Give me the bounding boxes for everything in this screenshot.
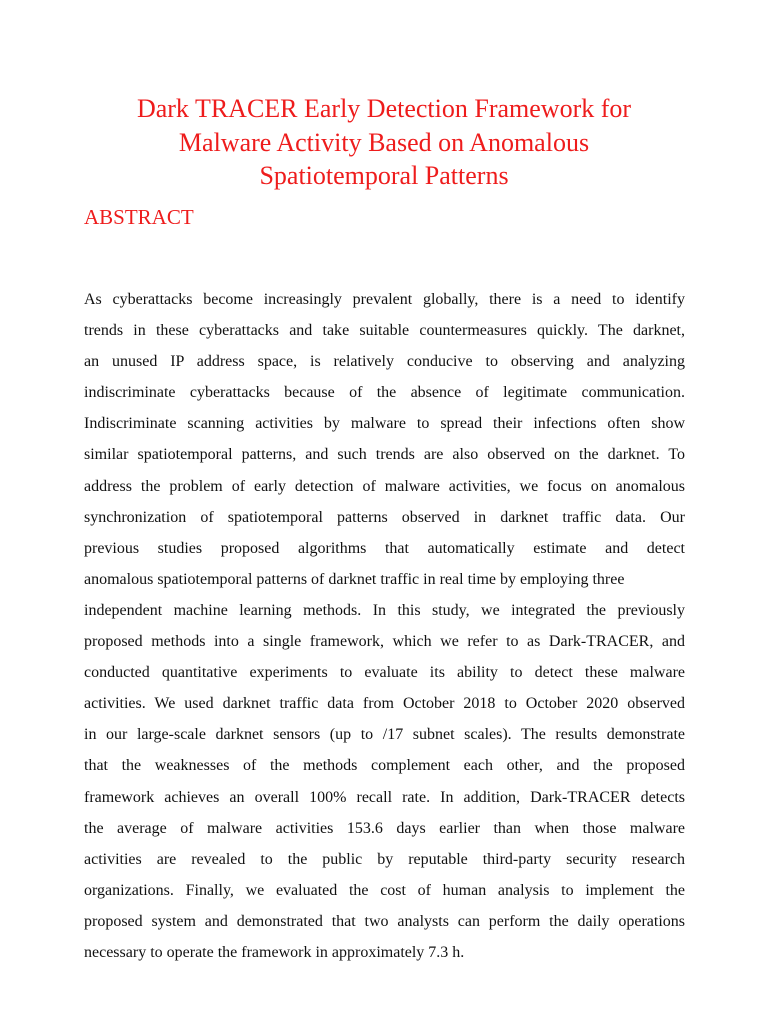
abstract-line: necessary to operate the framework in approximately 7.3 h.	[84, 943, 465, 961]
abstract-line: proposed methods into a single framework, which we refer to as Dark-TRACER, and	[84, 633, 685, 651]
abstract-line: that the weaknesses of the methods complement each other, and the proposed	[84, 757, 685, 775]
abstract-line: As cyberattacks become increasingly prevalent globally, there is a need to identify	[84, 291, 685, 308]
abstract-line: trends in these cyberattacks and take suitable countermeasures quickly. The darknet,	[84, 322, 685, 340]
abstract-line: Indiscriminate scanning activities by malware to spread their infections often show	[84, 415, 685, 433]
title-line-2: Malware Activity Based on Anomalous	[178, 127, 590, 157]
abstract-line: address the problem of early detection of malware activities, we focus on anomalous	[84, 477, 685, 495]
abstract-line: anomalous spatiotemporal patterns of darknet traffic in real time by employing three	[84, 570, 625, 588]
abstract-line: proposed system and demonstrated that two analysts can perform the daily operations	[84, 912, 685, 930]
abstract-paragraph	[84, 284, 685, 968]
abstract-line: the average of malware activities 153.6 days earlier than when those malware	[84, 819, 685, 837]
abstract-line: an unused IP address space, is relatively conducive to observing and analyzing	[84, 353, 685, 371]
abstract-heading: ABSTRACT	[84, 205, 194, 229]
abstract-line: organizations. Finally, we evaluated the cost of human analysis to implement the	[84, 881, 685, 899]
abstract-line: activities are revealed to the public by reputable third-party security research	[84, 850, 685, 868]
abstract-line: in our large-scale darknet sensors (up to /17 subnet scales). The results demonstrate	[84, 726, 685, 744]
abstract-line: conducted quantitative experiments to evaluate its ability to detect these malware	[84, 664, 685, 682]
abstract-line: synchronization of spatiotemporal patterns observed in darknet traffic data. Our	[84, 508, 685, 526]
abstract-line: indiscriminate cyberattacks because of the absence of legitimate communication.	[84, 384, 685, 402]
abstract-line: similar spatiotemporal patterns, and such trends are also observed on the darknet. To	[84, 446, 685, 464]
paper-title	[84, 92, 684, 193]
title-line-3: Spatiotemporal Patterns	[259, 161, 509, 190]
abstract-line: independent machine learning methods. In this study, we integrated the previously	[84, 601, 685, 619]
abstract-line: previous studies proposed algorithms that automatically estimate and detect	[84, 539, 685, 557]
abstract-line: activities. We used darknet traffic data from October 2018 to October 2020 observed	[84, 695, 685, 713]
title-line-1: Dark TRACER Early Detection Framework for	[136, 94, 632, 123]
abstract-line: framework achieves an overall 100% recall rate. In addition, Dark-TRACER detects	[84, 788, 685, 806]
